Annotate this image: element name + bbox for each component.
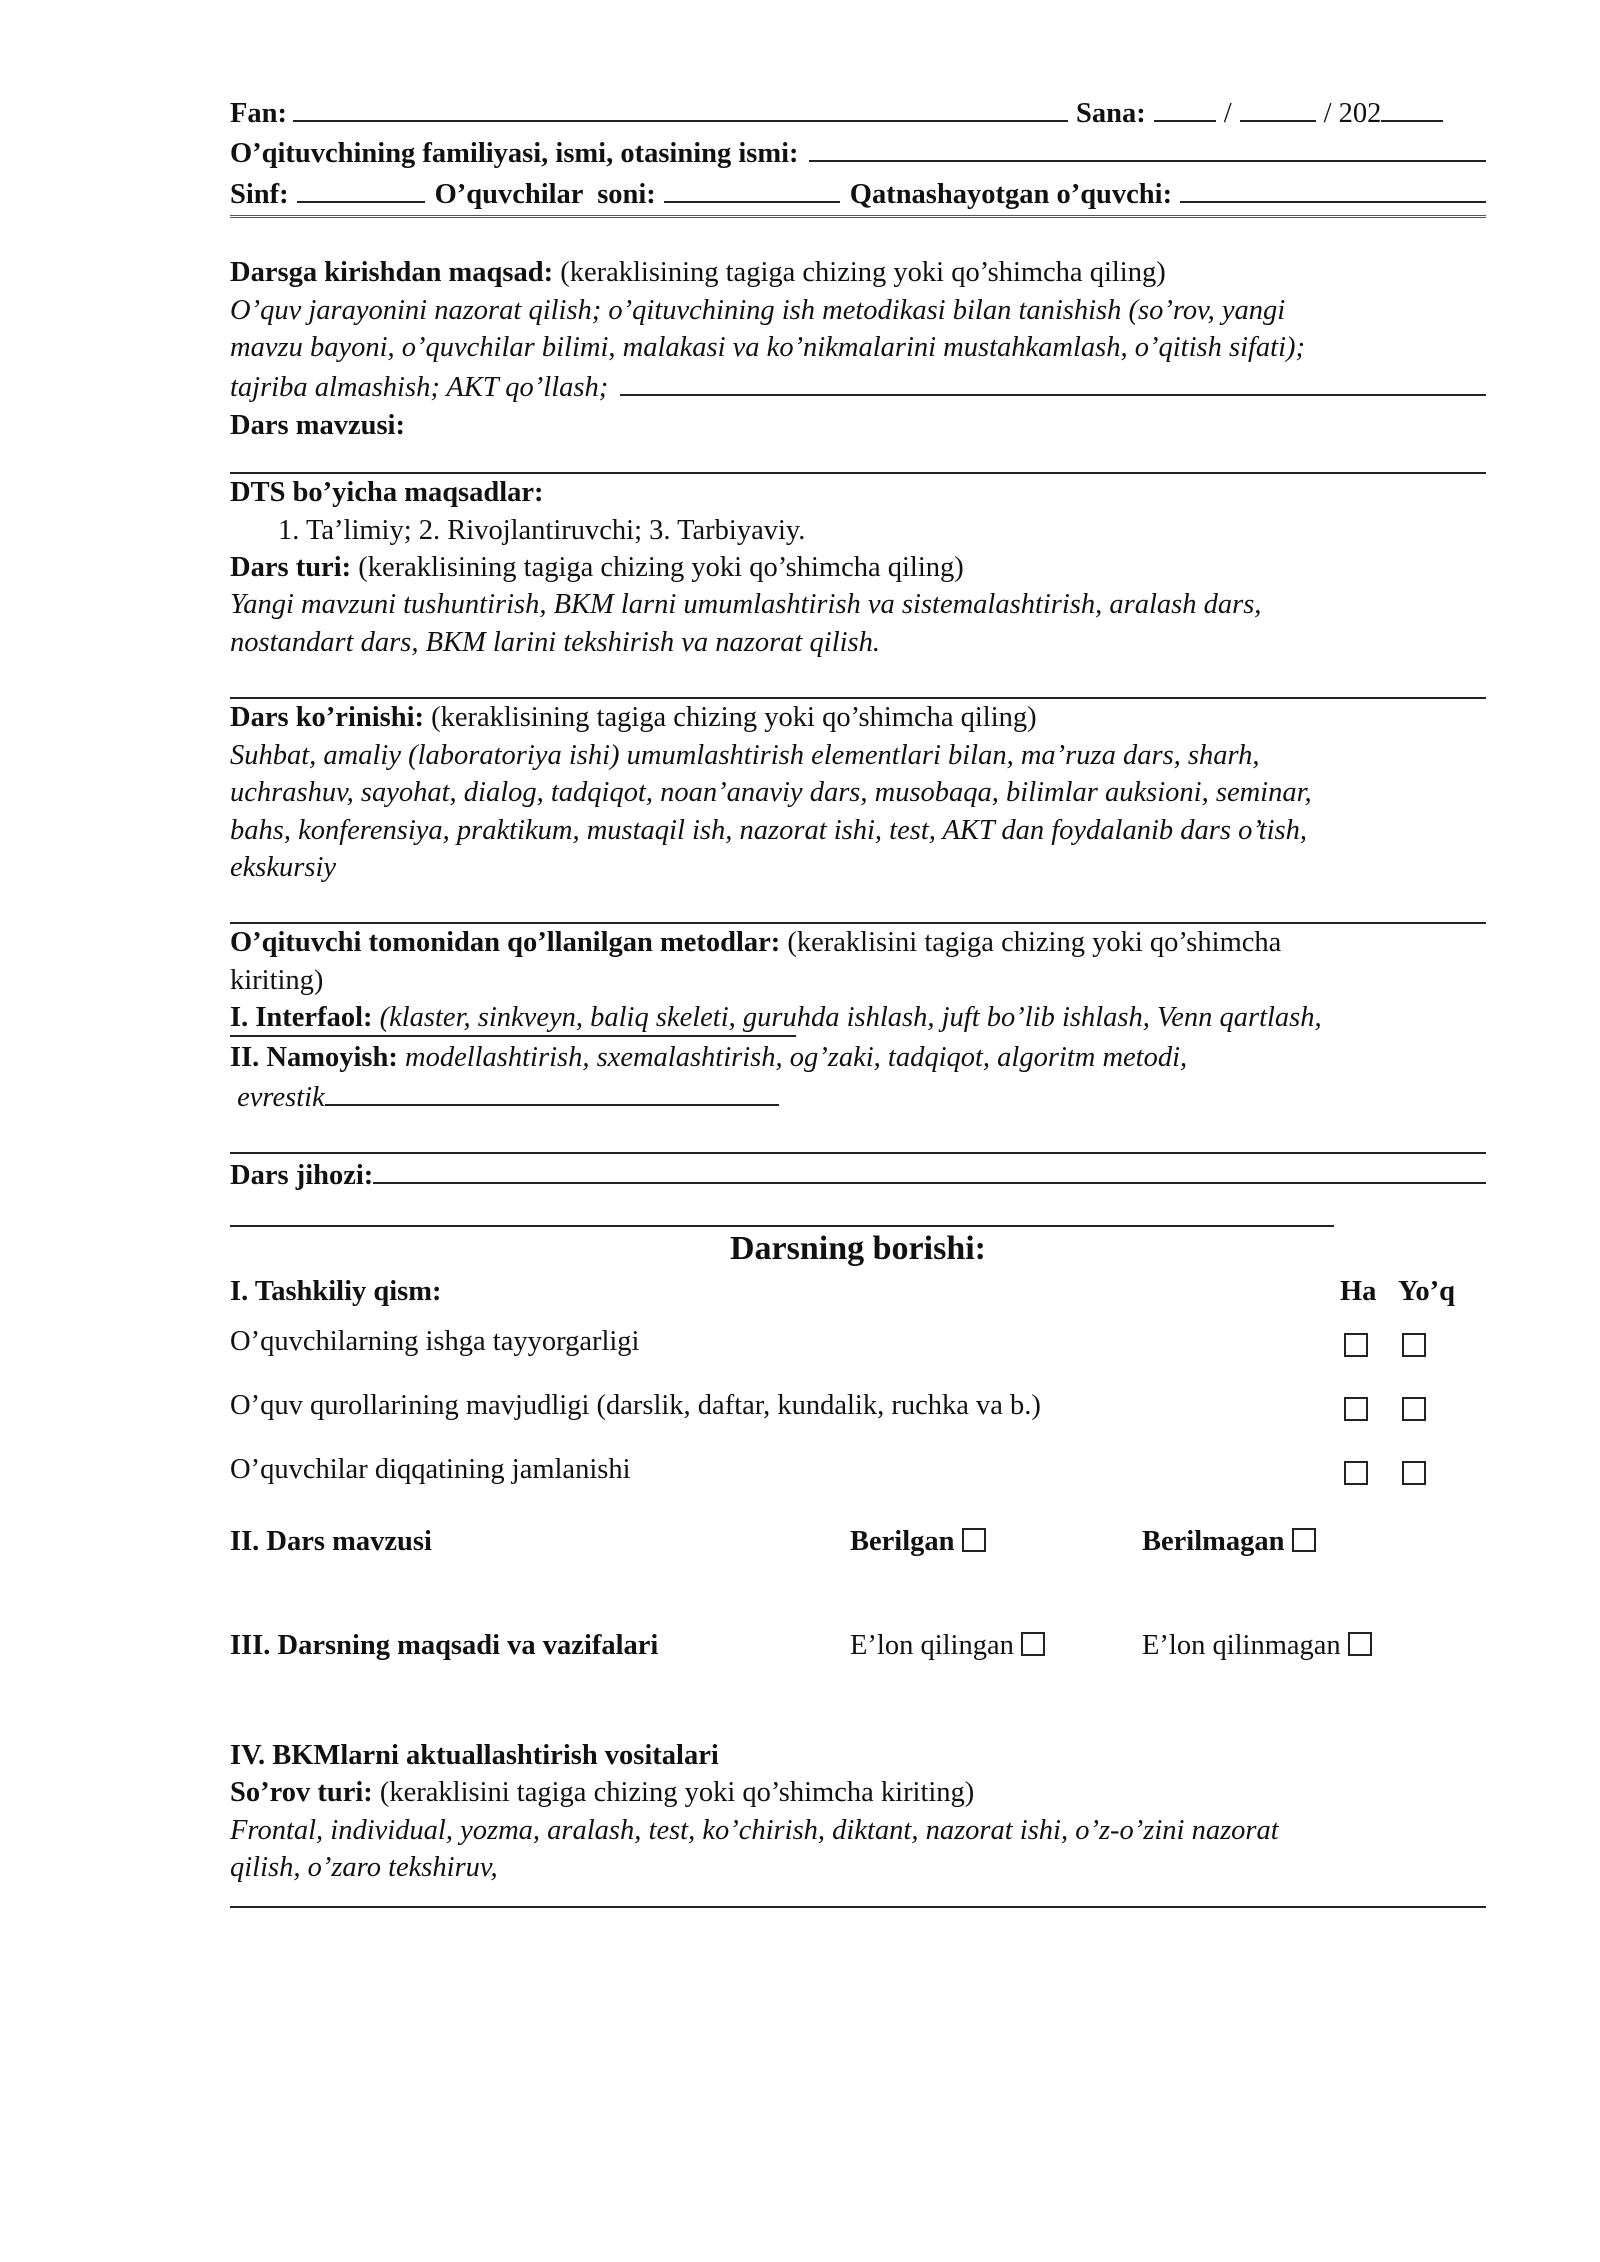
equipment-label: Dars jihozi: (230, 1160, 374, 1192)
equipment-field[interactable] (373, 1154, 1486, 1184)
demo-text-2: evrestik (230, 1081, 325, 1113)
org-row-label: O’quv qurollarining mavjudligi (darslik, daftar, kundalik, ruchka va b.) (230, 1389, 1041, 1421)
survey-heading (230, 1774, 1486, 1811)
org-row-no-checkbox[interactable] (1402, 1461, 1426, 1485)
org-row-label: O’quvchilar diqqatining jamlanishi (230, 1453, 631, 1485)
topic-given-checkbox[interactable] (962, 1528, 986, 1552)
yes-header: Ha (1340, 1275, 1377, 1307)
no-header: Yo’q (1398, 1275, 1456, 1307)
methods-hint-2: kiriting) (230, 964, 324, 996)
org-label: I. Tashkiliy qism: (230, 1275, 442, 1307)
org-row-yes-checkbox[interactable] (1344, 1397, 1368, 1421)
org-row (230, 1441, 1486, 1505)
demo-row-2 (230, 1076, 1486, 1116)
topic-given-label: II. Dars mavzusi (230, 1525, 432, 1557)
methods-hint-1: (keraklisini tagiga chizing yoki qo’shimcha (780, 927, 1282, 959)
survey-hint: (keraklisini tagiga chizing yoki qo’shimcha kiriting) (372, 1777, 975, 1809)
methods-extra-field[interactable] (230, 1116, 1486, 1154)
observation-form (230, 92, 1486, 1908)
lesson-form-options-1: Suhbat, amaliy (laboratoriya ishi) umumlashtirish elementlari bilan, ma’ruza dars, sharh, (230, 739, 1260, 771)
sana-day-field[interactable] (1154, 92, 1216, 122)
students-field[interactable] (664, 173, 840, 203)
header-fan-row (230, 92, 1486, 132)
methods-heading (230, 924, 1486, 961)
goals-not-announced-text: E’lon qilinmagan (1142, 1629, 1341, 1661)
purpose-hint: (keraklisining tagiga chizing yoki qo’shimcha qiling) (553, 257, 1166, 289)
header-teacher-row (230, 132, 1486, 172)
lesson-form-options-3: bahs, konferensiya, praktikum, mustaqil ish, nazorat ishi, test, AKT dan foydalanib dars o’tish, (230, 814, 1307, 846)
lesson-form-hint: (keraklisining tagiga chizing yoki qo’shimcha qiling) (423, 702, 1037, 734)
topic-label: Dars mavzusi: (230, 409, 405, 441)
teacher-name-field[interactable] (809, 132, 1487, 162)
lesson-form-options-2: uchrashuv, sayohat, dialog, tadqiqot, noan’anaviy dars, musobaqa, bilimlar auksioni, seminar, (230, 777, 1312, 809)
demo-label: II. Namoyish: (230, 1041, 398, 1073)
topic-given-option[interactable] (850, 1523, 986, 1560)
present-field[interactable] (1180, 173, 1486, 203)
lesson-type-options-2: nostandart dars, BKM larini tekshirish va nazorat qilish. (230, 626, 881, 658)
goals-row (230, 1627, 1486, 1737)
org-row-label: O’quvchilarning ishga tayyorgarligi (230, 1325, 640, 1357)
sinf-label: Sinf: (230, 178, 289, 210)
goals-announced-option[interactable] (850, 1627, 1045, 1664)
org-header-row (230, 1271, 1486, 1313)
topic-not-given-text: Berilmagan (1142, 1525, 1285, 1557)
lesson-form-options-4: ekskursiy (230, 851, 337, 883)
sana-month-field[interactable] (1240, 92, 1316, 122)
students-label: O’quvchilar soni: (434, 178, 656, 210)
lesson-type-options-1: Yangi mavzuni tushuntirish, BKM larni umumlashtirish va sistemalashtirish, aralash dars, (230, 589, 1262, 621)
interactive-label: I. Interfaol: (230, 1002, 373, 1034)
present-label: Qatnashayotgan o’quvchi: (849, 178, 1173, 210)
purpose-label: Darsga kirishdan maqsad: (230, 257, 554, 289)
goals-not-announced-option[interactable] (1142, 1627, 1372, 1664)
purpose-options-3: tajriba almashish; AKT qo’llash; (230, 372, 609, 404)
topic-field[interactable] (230, 436, 1486, 474)
topic-not-given-checkbox[interactable] (1292, 1528, 1316, 1552)
topic-given-text: Berilgan (850, 1525, 955, 1557)
sinf-field[interactable] (297, 173, 425, 203)
interactive-row (230, 999, 1486, 1036)
org-row-no-checkbox[interactable] (1402, 1397, 1426, 1421)
goals-announced-text: E’lon qilingan (850, 1629, 1014, 1661)
survey-options-2: qilish, o’zaro tekshiruv, (230, 1851, 498, 1883)
sana-sep1: / (1223, 98, 1232, 129)
fan-label: Fan: (230, 98, 287, 129)
survey-options-1: Frontal, individual, yozma, aralash, test, ko’chirish, diktant, nazorat ishi, o’z-o’zini nazorat (230, 1814, 1279, 1846)
lesson-type-field[interactable] (230, 661, 1486, 699)
org-row (230, 1377, 1486, 1441)
demo-field[interactable] (325, 1076, 779, 1106)
methods-label: O’qituvchi tomonidan qo’llanilgan metodlar: (230, 927, 781, 959)
sana-label: Sana: (1076, 98, 1146, 129)
progress-title: Darsning borishi: (730, 1229, 986, 1267)
purpose-extra-field[interactable] (620, 366, 1486, 396)
lesson-type-label: Dars turi: (230, 552, 352, 584)
equipment-row (230, 1154, 1486, 1194)
purpose-options-3-row (230, 366, 1486, 406)
survey-label: So’rov turi: (230, 1777, 373, 1809)
header-class-row (230, 173, 1486, 213)
interactive-text: (klaster, sinkveyn, baliq skeleti, guruhda ishlash, juft bo’lib ishlash, Venn qartlash, (372, 1002, 1322, 1034)
dts-items: 1. Ta’limiy; 2. Rivojlantiruvchi; 3. Tarbiyaviy. (278, 514, 806, 546)
org-row-yes-checkbox[interactable] (1344, 1333, 1368, 1357)
lesson-type-heading (230, 549, 1486, 586)
fan-field[interactable] (293, 92, 1068, 122)
demo-row (230, 1039, 1486, 1076)
org-row-yes-checkbox[interactable] (1344, 1461, 1368, 1485)
lesson-form-label: Dars ko’rinishi: (230, 702, 424, 734)
topic-given-row (230, 1523, 1486, 1627)
lesson-form-field[interactable] (230, 886, 1486, 924)
goals-label: III. Darsning maqsadi va vazifalari (230, 1629, 659, 1661)
goals-not-announced-checkbox[interactable] (1348, 1632, 1372, 1656)
lesson-type-hint: (keraklisining tagiga chizing yoki qo’shimcha qiling) (351, 552, 964, 584)
equipment-field-2[interactable] (230, 1195, 1334, 1227)
org-row (230, 1313, 1486, 1377)
teacher-label: O’qituvchining familiyasi, ismi, otasining ismi: (230, 138, 799, 170)
sana-sep2: / 202 (1323, 98, 1382, 129)
org-row-no-checkbox[interactable] (1402, 1333, 1426, 1357)
sana-year-field[interactable] (1381, 92, 1443, 122)
dts-label: DTS bo’yicha maqsadlar: (230, 477, 544, 509)
purpose-heading (230, 254, 1486, 291)
survey-field[interactable] (230, 1886, 1486, 1908)
purpose-options-1: O’quv jarayonini nazorat qilish; o’qituvchining ish metodikasi bilan tanishish (so’rov, yangi (230, 294, 1286, 326)
bkm-label: IV. BKMlarni aktuallashtirish vositalari (230, 1739, 719, 1771)
lesson-form-heading (230, 699, 1486, 736)
demo-text: modellashtirish, sxemalashtirish, og’zaki, tadqiqot, algoritm metodi, (397, 1041, 1188, 1073)
purpose-options-2: mavzu bayoni, o’quvchilar bilimi, malakasi va ko’nikmalarini mustahkamlash, o’qitish sifati); (230, 332, 1305, 364)
topic-not-given-option[interactable] (1142, 1523, 1316, 1560)
goals-announced-checkbox[interactable] (1021, 1632, 1045, 1656)
